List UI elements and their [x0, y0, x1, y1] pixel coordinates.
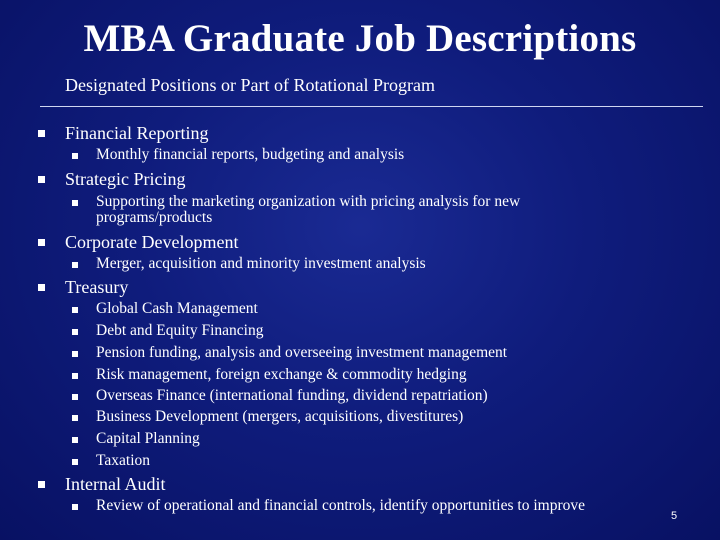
bullet-label: Corporate Development	[65, 232, 239, 252]
sub-bullet-text: Pension funding, analysis and overseeing investment management	[96, 344, 508, 361]
sub-bullet-text: Global Cash Management	[96, 300, 258, 317]
sub-bullet-text: Business Development (mergers, acquisitions, divestitures)	[96, 408, 464, 425]
square-bullet-icon	[38, 176, 45, 183]
square-bullet-icon	[38, 130, 45, 137]
sub-bullet-text: Supporting the marketing organization with pricing analysis for new	[96, 193, 521, 210]
sub-bullet-text: Review of operational and financial controls, identify opportunities to improve	[96, 497, 585, 514]
square-bullet-icon	[72, 329, 78, 335]
square-bullet-icon	[38, 239, 45, 246]
sub-bullet-text-continued: programs/products	[96, 209, 213, 226]
square-bullet-icon	[72, 373, 78, 379]
sub-bullet-text: Taxation	[96, 452, 151, 469]
slide-title: MBA Graduate Job Descriptions	[83, 17, 637, 60]
square-bullet-icon	[72, 437, 78, 443]
square-bullet-icon	[72, 200, 78, 206]
page-number: 5	[670, 510, 678, 522]
square-bullet-icon	[72, 307, 78, 313]
sub-bullet-text: Monthly financial reports, budgeting and analysis	[96, 146, 405, 163]
square-bullet-icon	[72, 415, 78, 421]
bullet-label: Treasury	[65, 277, 129, 297]
square-bullet-icon	[38, 284, 45, 291]
square-bullet-icon	[72, 153, 78, 159]
sub-bullet-text: Debt and Equity Financing	[96, 322, 264, 339]
square-bullet-icon	[72, 504, 78, 510]
bullet-label: Internal Audit	[65, 474, 166, 494]
square-bullet-icon	[38, 481, 45, 488]
bullet-label: Financial Reporting	[65, 123, 209, 143]
divider-line	[40, 106, 703, 107]
square-bullet-icon	[72, 459, 78, 465]
sub-bullet-text: Capital Planning	[96, 430, 200, 447]
bullet-label: Strategic Pricing	[65, 169, 186, 189]
square-bullet-icon	[72, 394, 78, 400]
square-bullet-icon	[72, 262, 78, 268]
slide-subtitle: Designated Positions or Part of Rotational Program	[65, 75, 435, 95]
sub-bullet-text: Overseas Finance (international funding, dividend repatriation)	[96, 387, 488, 404]
sub-bullet-text: Merger, acquisition and minority investment analysis	[96, 255, 426, 272]
sub-bullet-text: Risk management, foreign exchange & commodity hedging	[96, 366, 467, 383]
square-bullet-icon	[72, 351, 78, 357]
